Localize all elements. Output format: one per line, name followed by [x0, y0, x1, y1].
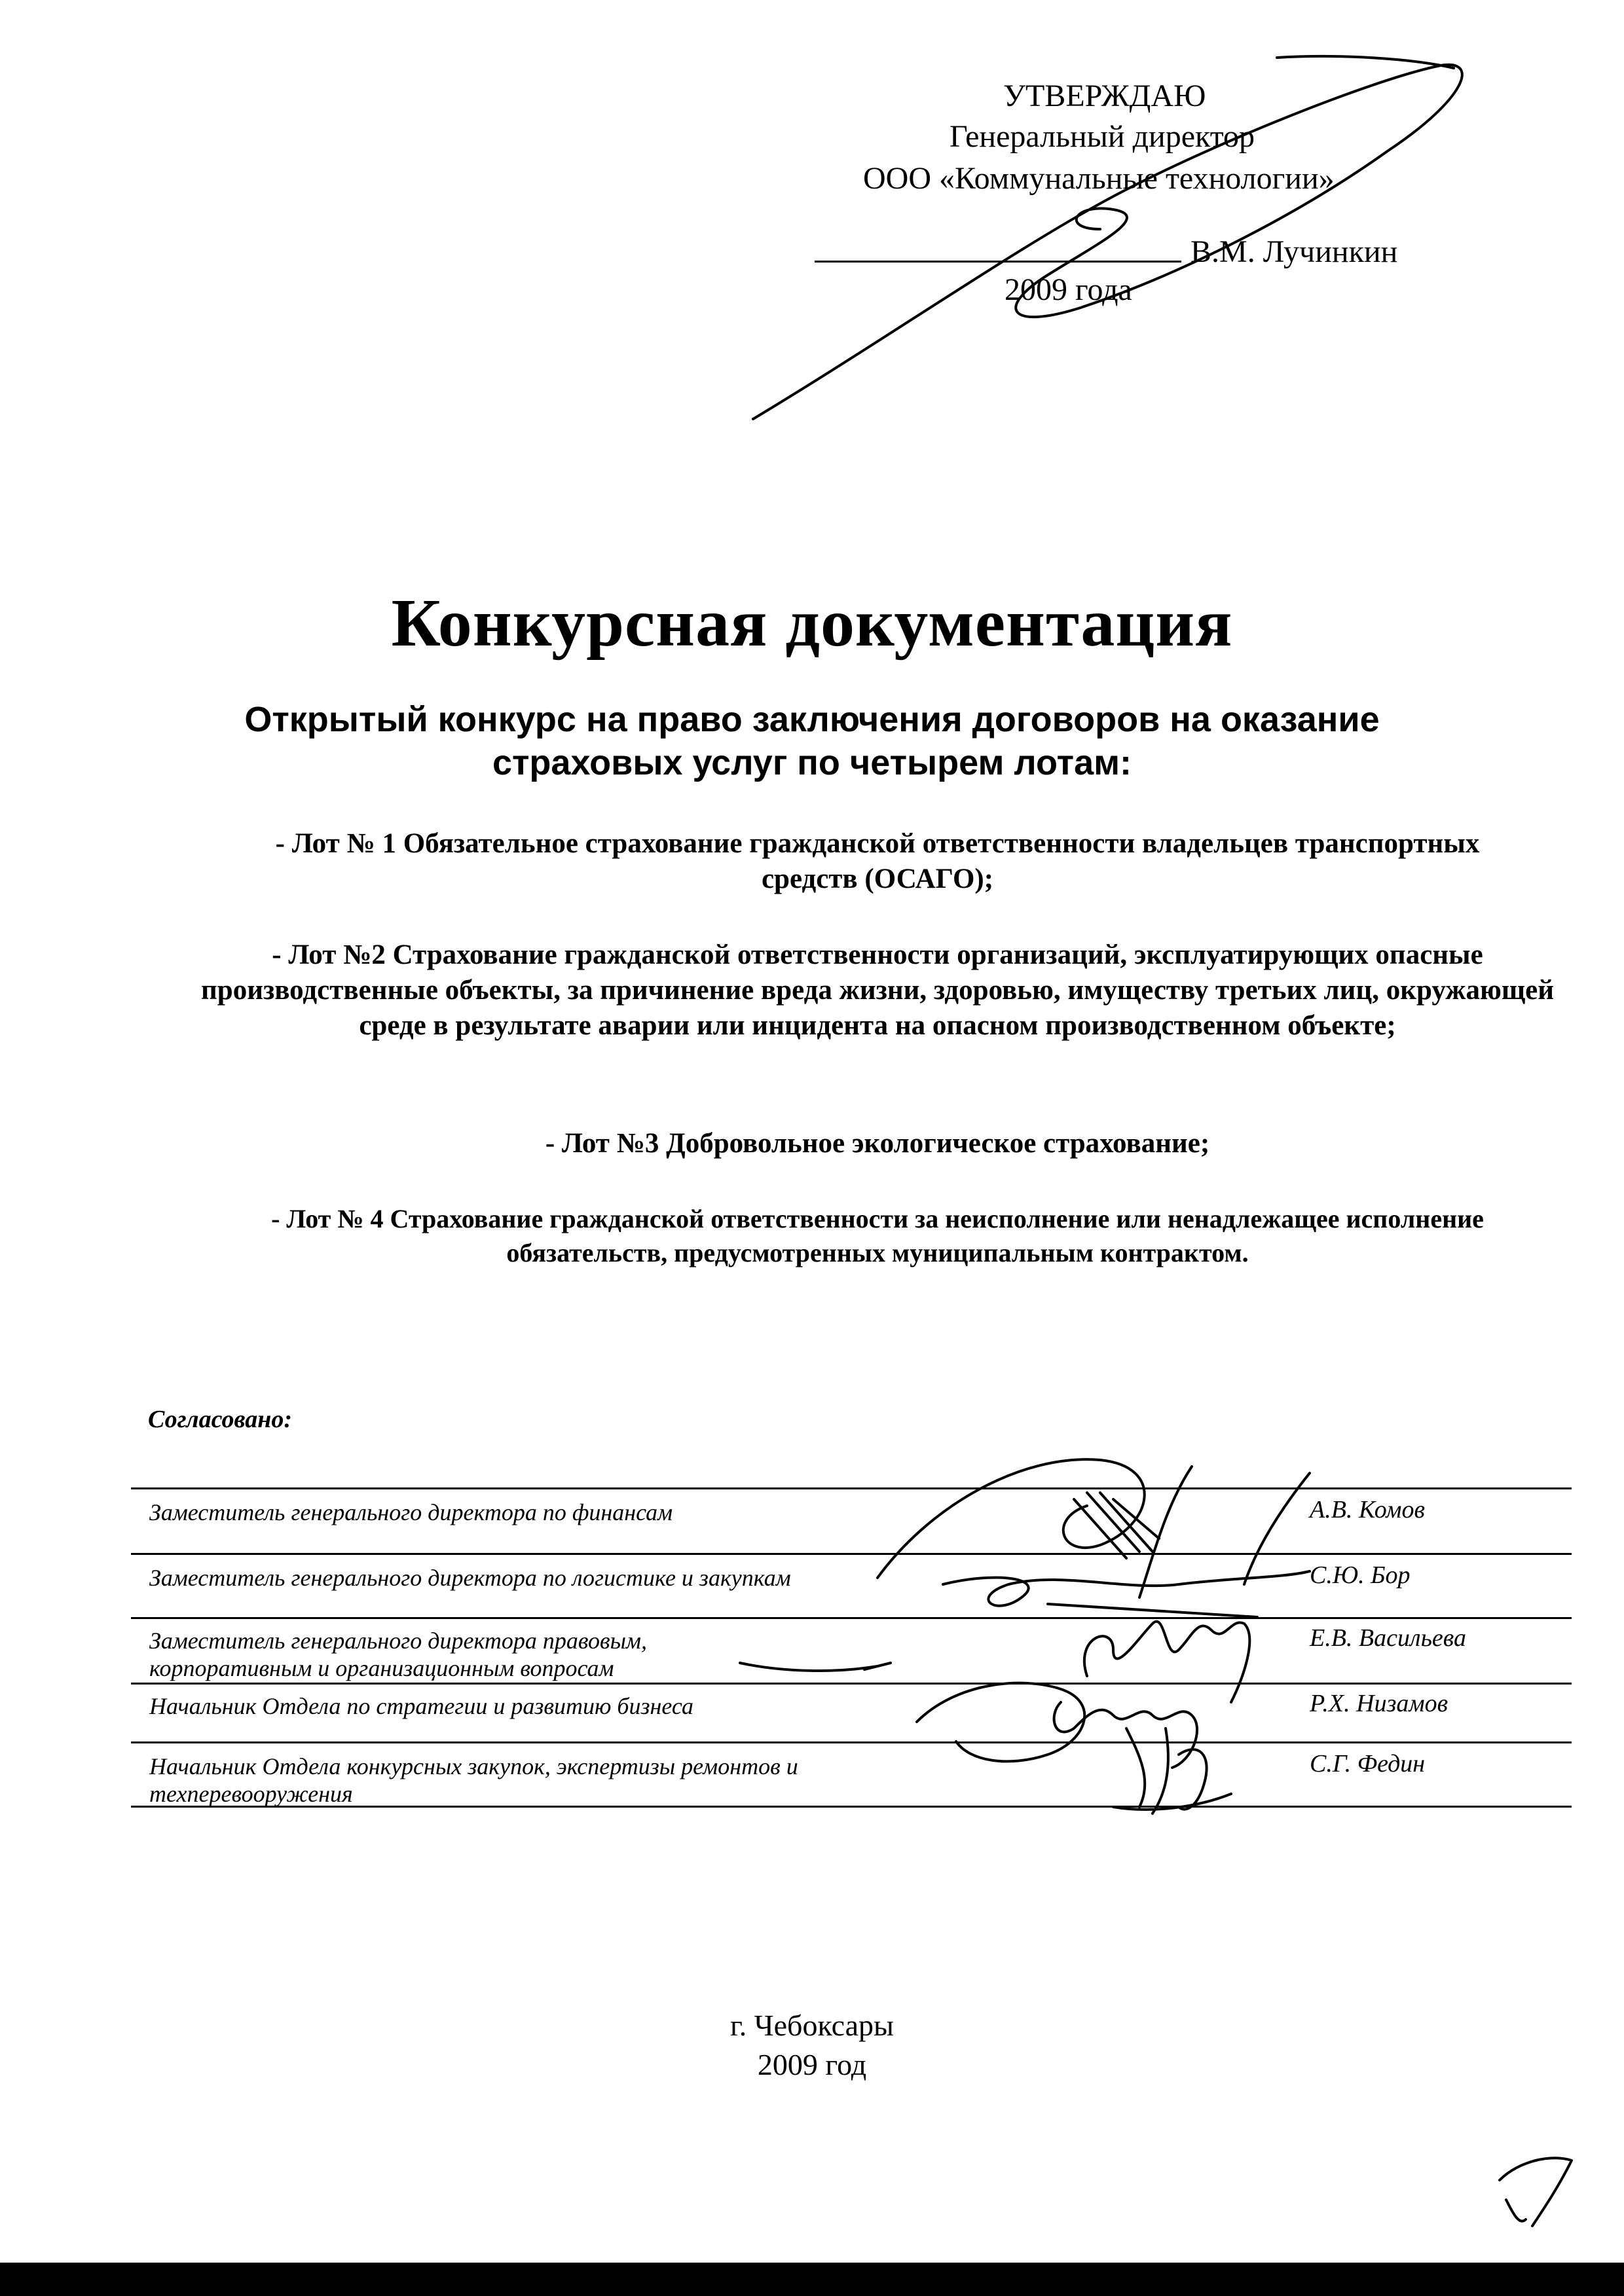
agreement-bottom-line	[131, 1806, 1572, 1808]
agreement-position: Заместитель генерального директора по логистике и закупкам	[149, 1565, 791, 1591]
agreement-row	[131, 1741, 1572, 1807]
agreement-position: Начальник Отдела по стратегии и развитию бизнеса	[149, 1693, 693, 1719]
agreement-row	[131, 1553, 1572, 1591]
bor-signature	[943, 1571, 1310, 1606]
approval-position: Генеральный директор	[950, 119, 1255, 154]
approval-title: УТВЕРЖДАЮ	[1003, 79, 1206, 113]
nizamov-signature	[917, 1683, 1197, 1768]
lot-item: - Лот №3 Добровольное экологическое страхование;	[545, 1128, 1210, 1159]
komov-signature	[877, 1459, 1310, 1597]
agreement-position: Начальник Отдела конкурсных закупок, экспертизы ремонтов и техперевооружения	[149, 1753, 798, 1807]
agreement-position: Заместитель генерального директора правовым, корпоративным и организационным вопросам	[149, 1628, 647, 1681]
agreement-name: Р.Х. Низамов	[1310, 1690, 1449, 1717]
agreement-position: Заместитель генерального директора по финансам	[149, 1499, 673, 1525]
document-title: Конкурсная документация	[391, 585, 1233, 661]
approval-signature-line	[815, 261, 1181, 263]
agreement-row	[131, 1617, 1572, 1681]
agreement-name: С.Г. Федин	[1310, 1750, 1426, 1777]
approval-organization: ООО «Коммунальные технологии»	[863, 161, 1335, 196]
document-subtitle: Открытый конкурс на право заключения договоров на оказание страховых услуг по четырем лотам:	[244, 700, 1380, 782]
agreement-name: С.Ю. Бор	[1310, 1561, 1411, 1589]
agreement-name: А.В. Комов	[1310, 1496, 1426, 1523]
lot-item: - Лот № 1 Обязательное страхование гражданской ответственности владельцев транспортных средств (ОСАГО);	[275, 828, 1480, 894]
approval-date: 2009 года	[1005, 272, 1132, 307]
lot-item: - Лот № 4 Страхование гражданской ответственности за неисполнение или ненадлежащее исполнение обязательств, предусмотренных муниципальным контрактом.	[271, 1204, 1484, 1267]
lot-item: - Лот №2 Страхование гражданской ответственности организаций, эксплуатирующих опасные производственные объекты, за причинение вреда жизни, здоровью, имуществу третьих лиц, окружающей среде в результате аварии или инцидента на опасном производственном объекте;	[201, 939, 1554, 1041]
agreement-name: Е.В. Васильева	[1310, 1624, 1466, 1652]
agreed-label: Согласовано:	[148, 1406, 293, 1433]
corner-initials	[1500, 2158, 1572, 2226]
scan-bottom-edge	[0, 2263, 1624, 2296]
agreement-row	[131, 1487, 1572, 1525]
footer-city: г. Чебоксары	[730, 2009, 894, 2042]
footer-year: 2009 год	[757, 2048, 867, 2081]
approval-signatory: В.М. Лучинкин	[1190, 234, 1398, 269]
agreement-row	[131, 1683, 1572, 1719]
